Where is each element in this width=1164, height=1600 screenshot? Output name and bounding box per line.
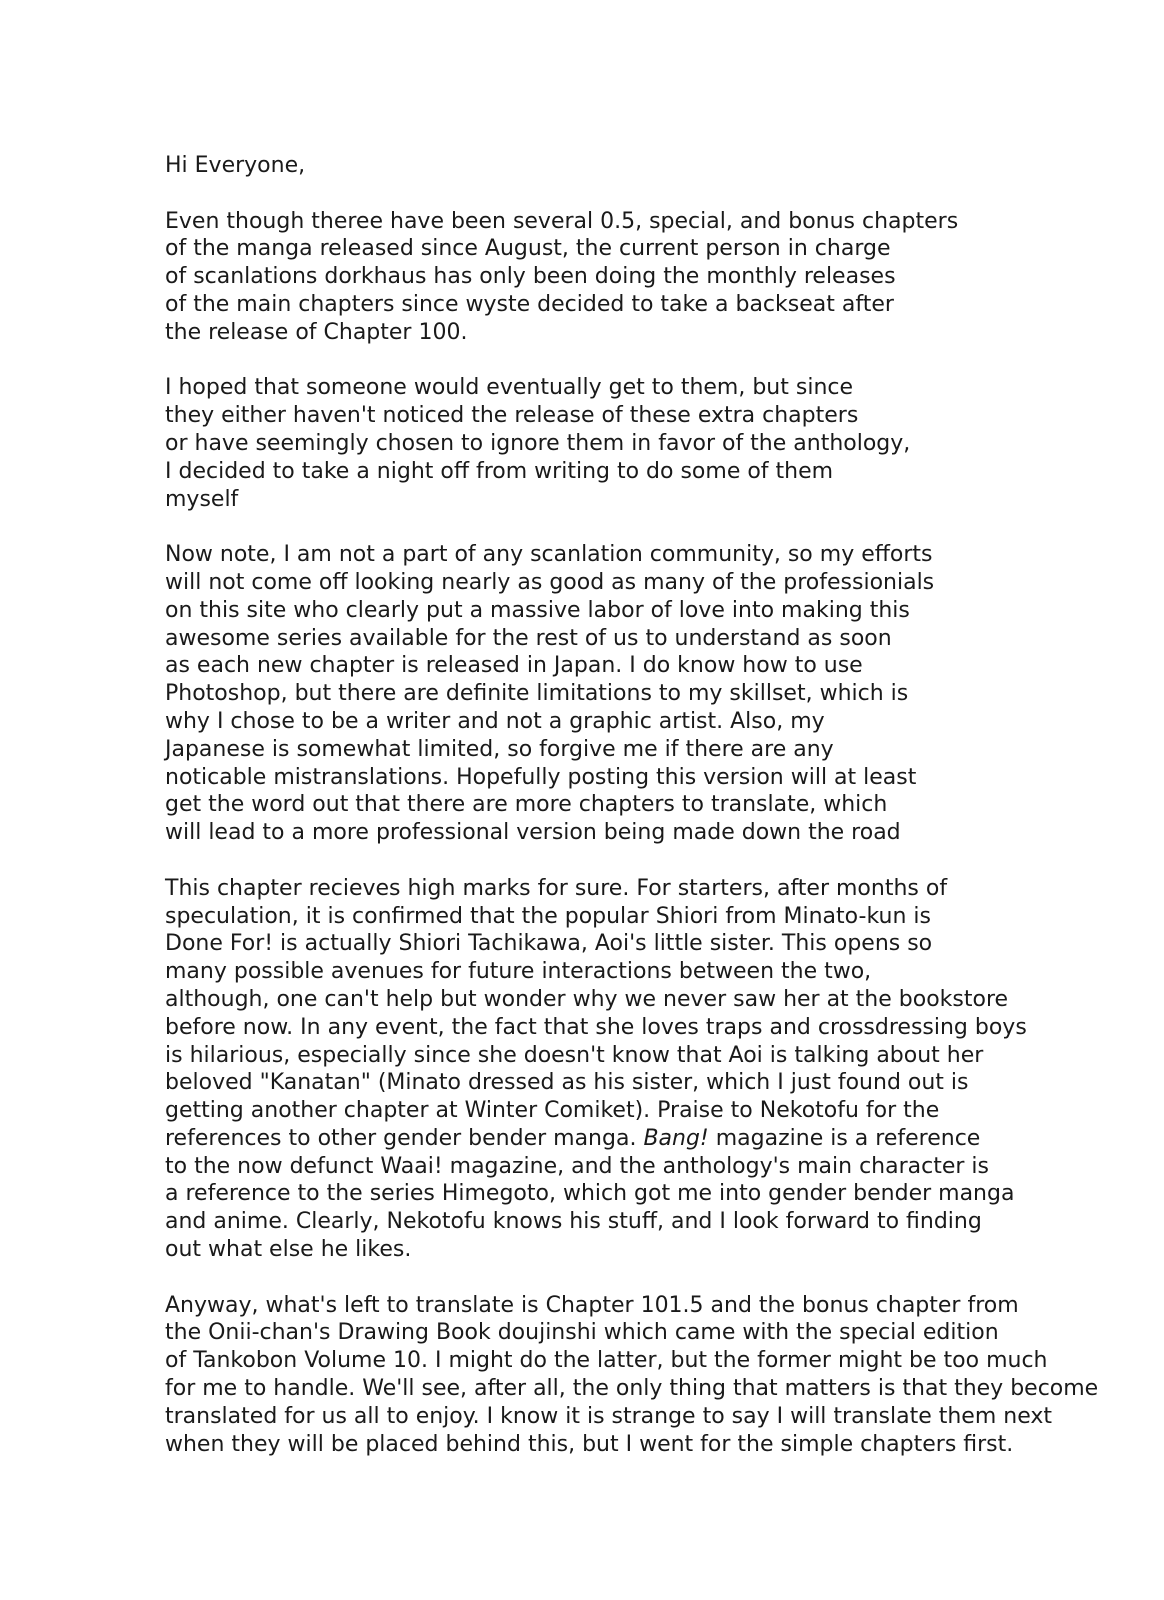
text-line: will not come off looking nearly as good as many of the professionials [165, 569, 935, 595]
paragraph-4 [165, 875, 1155, 1264]
text-line: a reference to the series Himegoto, which got me into gender bender manga [165, 1181, 1015, 1207]
paragraph-3 [165, 541, 1155, 847]
text-line: and anime. Clearly, Nekotofu knows his stuff, and I look forward to finding [165, 1209, 982, 1235]
text-line: of the manga released since August, the current person in charge [165, 236, 891, 262]
text-line: Japanese is somewhat limited, so forgive me if there are any [165, 736, 834, 762]
text-line: of scanlations dorkhaus has only been doing the monthly releases [165, 264, 896, 290]
text-line: will lead to a more professional version being made down the road [165, 820, 901, 846]
text-segment: references to other gender bender manga. [165, 1125, 644, 1151]
text-line: speculation, it is confirmed that the popular Shiori from Minato-kun is [165, 903, 931, 929]
letter-body [165, 152, 1155, 1486]
text-line: Now note, I am not a part of any scanlation community, so my efforts [165, 542, 933, 568]
text-segment: magazine is a reference [708, 1125, 981, 1151]
text-line: although, one can't help but wonder why we never saw her at the bookstore [165, 986, 1009, 1012]
text-line: This chapter recieves high marks for sure. For starters, after months of [165, 875, 948, 901]
paragraph-5 [165, 1292, 1155, 1459]
text-line: I hoped that someone would eventually get to them, but since [165, 375, 854, 401]
text-line: of Tankobon Volume 10. I might do the latter, but the former might be too much [165, 1348, 1048, 1374]
text-line-with-italic [165, 1125, 1155, 1153]
text-line: as each new chapter is released in Japan. I do know how to use [165, 653, 863, 679]
text-line: or have seemingly chosen to ignore them in favor of the anthology, [165, 430, 911, 456]
text-line: I decided to take a night off from writing to do some of them [165, 458, 834, 484]
text-line: translated for us all to enjoy. I know it is strange to say I will translate them next [165, 1403, 1052, 1429]
text-line: when they will be placed behind this, but I went for the simple chapters first. [165, 1431, 1014, 1457]
paragraph-1 [165, 208, 1155, 347]
text-line: many possible avenues for future interactions between the two, [165, 959, 872, 985]
italic-title: Bang! [643, 1125, 709, 1151]
text-line: they either haven't noticed the release of these extra chapters [165, 403, 859, 429]
text-line: out what else he likes. [165, 1237, 412, 1263]
text-line: Photoshop, but there are definite limitations to my skillset, which is [165, 681, 909, 707]
text-line: is hilarious, especially since she doesn't know that Aoi is talking about her [165, 1042, 984, 1068]
text-line: of the main chapters since wyste decided to take a backseat after [165, 291, 894, 317]
text-line: the Onii-chan's Drawing Book doujinshi which came with the special edition [165, 1320, 999, 1346]
text-line: before now. In any event, the fact that she loves traps and crossdressing boys [165, 1014, 1027, 1040]
text-line: why I chose to be a writer and not a graphic artist. Also, my [165, 708, 825, 734]
text-line: awesome series available for the rest of us to understand as soon [165, 625, 892, 651]
paragraph-2 [165, 374, 1155, 513]
text-line: getting another chapter at Winter Comiket). Praise to Nekotofu for the [165, 1098, 940, 1124]
text-line: on this site who clearly put a massive labor of love into making this [165, 597, 910, 623]
text-line: Even though theree have been several 0.5, special, and bonus chapters [165, 208, 959, 234]
text-line: for me to handle. We'll see, after all, the only thing that matters is that they become [165, 1376, 1099, 1402]
text-line: noticable mistranslations. Hopefully posting this version will at least [165, 764, 917, 790]
text-line: to the now defunct Waai! magazine, and the anthology's main character is [165, 1153, 990, 1179]
text-line: the release of Chapter 100. [165, 319, 468, 345]
greeting: Hi Everyone, [165, 153, 306, 178]
text-line: Done For! is actually Shiori Tachikawa, Aoi's little sister. This opens so [165, 931, 933, 957]
text-line: Anyway, what's left to translate is Chapter 101.5 and the bonus chapter from [165, 1292, 1019, 1318]
text-line: beloved "Kanatan" (Minato dressed as his sister, which I just found out is [165, 1070, 969, 1096]
text-line: myself [165, 486, 239, 512]
text-line: get the word out that there are more chapters to translate, which [165, 792, 888, 818]
